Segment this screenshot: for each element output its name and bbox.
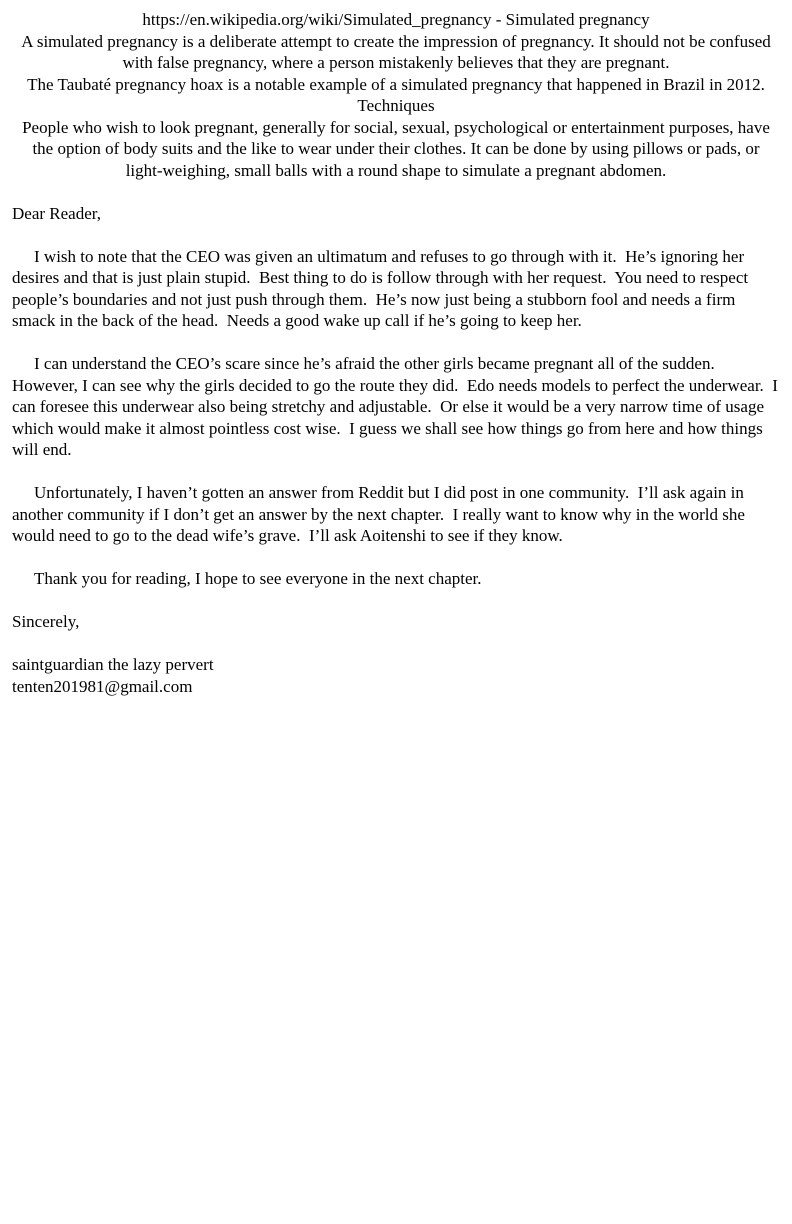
- signature-email: tenten201981@gmail.com: [12, 676, 193, 696]
- article-techniques-text: People who wish to look pregnant, generally for social, sexual, psychological or entertainment purposes, have the option of body suits and the like to wear under their clothes. It can be done by using pillows or pads, or light-weighing, small balls with a round shape to simulate a pregnant abdomen.: [22, 117, 770, 180]
- letter-paragraph-2: I can understand the CEO’s scare since he’s afraid the other girls became pregnant all of the sudden. However, I can see why the girls decided to go the route they did. Edo needs models to perfect the underwear. I can foresee this underwear also being stretchy and adjustable. Or else it would be a very narrow time of usage which would make it almost pointless cost wise. I guess we shall see how things go from here and how things will end.: [12, 354, 783, 459]
- article-url-line: https://en.wikipedia.org/wiki/Simulated_pregnancy - Simulated pregnancy: [142, 10, 650, 29]
- article-hoax-note: The Taubaté pregnancy hoax is a notable example of a simulated pregnancy that happened in Brazil in 2012.: [27, 74, 765, 94]
- closing: Sincerely,: [12, 612, 80, 631]
- signature-name: saintguardian the lazy pervert: [12, 655, 214, 674]
- article-excerpt: [12, 9, 780, 181]
- salutation: Dear Reader,: [12, 203, 101, 223]
- letter-paragraph-1: I wish to note that the CEO was given an ultimatum and refuses to go through with it. He’s ignoring her desires and that is just plain stupid. Best thing to do is follow through with her request. You need to respect people’s boundaries and not just push through them. He’s now just being a stubborn fool and needs a firm smack in the back of the head. Needs a good wake up call if he’s going to keep her.: [12, 246, 753, 330]
- article-summary: A simulated pregnancy is a deliberate attempt to create the impression of pregnancy. It should not be confused with false pregnancy, where a person mistakenly believes that they are pregnant.: [21, 31, 771, 72]
- letter-paragraph-4: Thank you for reading, I hope to see everyone in the next chapter.: [34, 569, 482, 588]
- letter-paragraph-3: Unfortunately, I haven’t gotten an answer from Reddit but I did post in one community. I’ll ask again in another community if I don’t get an answer by the next chapter. I really want to know why in the world she would need to go to the dead wife’s grave. I’ll ask Aoitenshi to see if they know.: [12, 483, 750, 545]
- author-letter: [12, 203, 783, 698]
- article-section-heading: Techniques: [357, 96, 435, 115]
